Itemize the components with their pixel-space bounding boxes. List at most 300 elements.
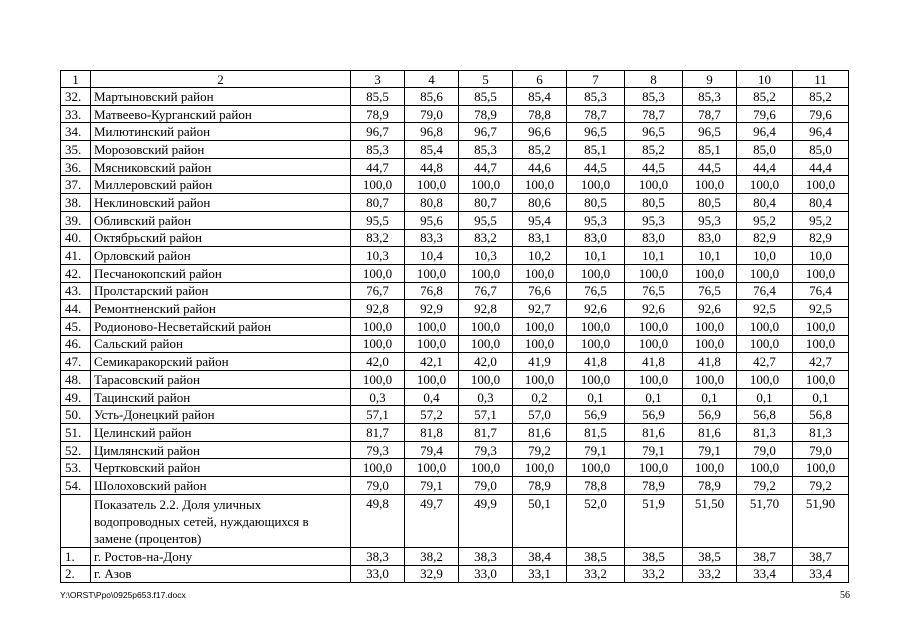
value-cell: 85,3 — [683, 88, 737, 106]
value-cell: 78,9 — [625, 477, 683, 495]
value-cell: 100,0 — [737, 335, 793, 353]
table-row — [61, 459, 849, 477]
value-cell: 49,9 — [459, 494, 513, 547]
value-cell: 41,8 — [567, 353, 625, 371]
row-name: Орловский район — [91, 247, 351, 265]
value-cell: 85,2 — [793, 88, 849, 106]
value-cell: 80,5 — [683, 194, 737, 212]
value-cell: 100,0 — [351, 317, 405, 335]
table-row — [61, 317, 849, 335]
value-cell: 96,7 — [459, 123, 513, 141]
value-cell: 51,70 — [737, 494, 793, 547]
value-cell: 100,0 — [793, 176, 849, 194]
value-cell: 95,5 — [351, 211, 405, 229]
value-cell: 10,3 — [459, 247, 513, 265]
value-cell: 100,0 — [683, 335, 737, 353]
value-cell: 0,1 — [683, 388, 737, 406]
value-cell: 100,0 — [351, 335, 405, 353]
value-cell: 56,9 — [683, 406, 737, 424]
value-cell: 85,1 — [683, 141, 737, 159]
table-row — [61, 388, 849, 406]
value-cell: 80,5 — [567, 194, 625, 212]
value-cell: 57,0 — [513, 406, 567, 424]
value-cell: 57,1 — [351, 406, 405, 424]
value-cell: 44,6 — [513, 158, 567, 176]
value-cell: 80,8 — [405, 194, 459, 212]
table-row — [61, 158, 849, 176]
value-cell: 100,0 — [459, 459, 513, 477]
row-number: 43. — [61, 282, 91, 300]
value-cell: 79,6 — [737, 105, 793, 123]
header-cell: 2 — [91, 71, 351, 88]
value-cell: 100,0 — [625, 335, 683, 353]
value-cell: 100,0 — [405, 176, 459, 194]
data-table — [60, 70, 849, 583]
row-name: Морозовский район — [91, 141, 351, 159]
table-row — [61, 565, 849, 583]
value-cell: 85,3 — [351, 141, 405, 159]
row-number: 52. — [61, 441, 91, 459]
value-cell: 85,4 — [405, 141, 459, 159]
value-cell: 33,1 — [513, 565, 567, 583]
value-cell: 79,0 — [459, 477, 513, 495]
value-cell: 10,1 — [567, 247, 625, 265]
value-cell: 79,4 — [405, 441, 459, 459]
value-cell: 44,5 — [567, 158, 625, 176]
value-cell: 85,0 — [793, 141, 849, 159]
value-cell: 92,9 — [405, 300, 459, 318]
value-cell: 83,0 — [625, 229, 683, 247]
value-cell: 100,0 — [405, 459, 459, 477]
value-cell: 79,3 — [459, 441, 513, 459]
value-cell: 100,0 — [683, 371, 737, 389]
table-row — [61, 424, 849, 442]
row-name: Чертковский район — [91, 459, 351, 477]
value-cell: 83,2 — [351, 229, 405, 247]
value-cell: 76,5 — [683, 282, 737, 300]
value-cell: 81,6 — [683, 424, 737, 442]
row-name: Мартыновский район — [91, 88, 351, 106]
row-number: 32. — [61, 88, 91, 106]
value-cell: 85,1 — [567, 141, 625, 159]
value-cell: 100,0 — [567, 176, 625, 194]
row-name: Сальский район — [91, 335, 351, 353]
table-row — [61, 371, 849, 389]
row-number: 34. — [61, 123, 91, 141]
header-cell: 3 — [351, 71, 405, 88]
value-cell: 100,0 — [513, 371, 567, 389]
row-name: Матвеево-Курганский район — [91, 105, 351, 123]
value-cell: 33,4 — [793, 565, 849, 583]
value-cell: 41,9 — [513, 353, 567, 371]
value-cell: 38,5 — [567, 547, 625, 565]
row-number: 40. — [61, 229, 91, 247]
value-cell: 49,8 — [351, 494, 405, 547]
value-cell: 51,9 — [625, 494, 683, 547]
value-cell: 38,4 — [513, 547, 567, 565]
value-cell: 33,4 — [737, 565, 793, 583]
value-cell: 76,6 — [513, 282, 567, 300]
value-cell: 100,0 — [793, 317, 849, 335]
value-cell: 51,50 — [683, 494, 737, 547]
value-cell: 10,3 — [351, 247, 405, 265]
row-number: 33. — [61, 105, 91, 123]
value-cell: 42,7 — [737, 353, 793, 371]
value-cell: 81,7 — [351, 424, 405, 442]
footer-file-path: Y:\ORST\Ppo\0925p653.f17.docx — [60, 590, 186, 600]
value-cell: 42,7 — [793, 353, 849, 371]
value-cell: 56,8 — [793, 406, 849, 424]
value-cell: 10,1 — [683, 247, 737, 265]
value-cell: 100,0 — [405, 371, 459, 389]
value-cell: 80,6 — [513, 194, 567, 212]
value-cell: 95,4 — [513, 211, 567, 229]
value-cell: 0,1 — [625, 388, 683, 406]
value-cell: 78,9 — [459, 105, 513, 123]
value-cell: 96,5 — [683, 123, 737, 141]
value-cell: 95,3 — [683, 211, 737, 229]
value-cell: 42,0 — [459, 353, 513, 371]
table-row — [61, 406, 849, 424]
value-cell: 100,0 — [737, 264, 793, 282]
value-cell: 100,0 — [351, 371, 405, 389]
value-cell: 50,1 — [513, 494, 567, 547]
value-cell: 0,3 — [351, 388, 405, 406]
value-cell: 83,0 — [567, 229, 625, 247]
value-cell: 85,3 — [459, 141, 513, 159]
row-name: Миллеровский район — [91, 176, 351, 194]
value-cell: 83,3 — [405, 229, 459, 247]
header-cell: 6 — [513, 71, 567, 88]
row-name: Цимлянский район — [91, 441, 351, 459]
table-row — [61, 176, 849, 194]
value-cell: 95,5 — [459, 211, 513, 229]
row-number: 50. — [61, 406, 91, 424]
value-cell: 100,0 — [737, 459, 793, 477]
row-number: 45. — [61, 317, 91, 335]
value-cell: 100,0 — [625, 371, 683, 389]
value-cell: 78,7 — [625, 105, 683, 123]
table-row — [61, 353, 849, 371]
table-row — [61, 194, 849, 212]
header-cell: 10 — [737, 71, 793, 88]
value-cell: 38,2 — [405, 547, 459, 565]
value-cell: 10,2 — [513, 247, 567, 265]
value-cell: 85,3 — [567, 88, 625, 106]
value-cell: 85,3 — [625, 88, 683, 106]
value-cell: 100,0 — [683, 264, 737, 282]
value-cell: 0,2 — [513, 388, 567, 406]
value-cell: 100,0 — [737, 317, 793, 335]
table-row — [61, 105, 849, 123]
value-cell: 76,8 — [405, 282, 459, 300]
value-cell: 100,0 — [793, 371, 849, 389]
value-cell: 81,5 — [567, 424, 625, 442]
value-cell: 41,8 — [683, 353, 737, 371]
row-name: Шолоховский район — [91, 477, 351, 495]
value-cell: 76,4 — [737, 282, 793, 300]
value-cell: 33,0 — [459, 565, 513, 583]
row-number: 1. — [61, 547, 91, 565]
row-number: 48. — [61, 371, 91, 389]
value-cell: 85,5 — [351, 88, 405, 106]
row-number: 53. — [61, 459, 91, 477]
value-cell: 100,0 — [513, 317, 567, 335]
value-cell: 38,5 — [625, 547, 683, 565]
value-cell: 0,1 — [793, 388, 849, 406]
row-number: 2. — [61, 565, 91, 583]
value-cell: 100,0 — [625, 459, 683, 477]
value-cell: 96,5 — [625, 123, 683, 141]
value-cell: 80,5 — [625, 194, 683, 212]
value-cell: 10,0 — [793, 247, 849, 265]
value-cell: 81,7 — [459, 424, 513, 442]
value-cell: 100,0 — [459, 264, 513, 282]
value-cell: 79,2 — [737, 477, 793, 495]
value-cell: 41,8 — [625, 353, 683, 371]
value-cell: 33,2 — [683, 565, 737, 583]
header-cell: 7 — [567, 71, 625, 88]
value-cell: 92,5 — [737, 300, 793, 318]
value-cell: 78,8 — [513, 105, 567, 123]
value-cell: 95,2 — [737, 211, 793, 229]
value-cell: 100,0 — [513, 459, 567, 477]
value-cell: 76,4 — [793, 282, 849, 300]
value-cell: 83,1 — [513, 229, 567, 247]
value-cell: 38,3 — [351, 547, 405, 565]
value-cell: 44,7 — [459, 158, 513, 176]
value-cell: 33,0 — [351, 565, 405, 583]
row-name: Песчанокопский район — [91, 264, 351, 282]
header-cell: 5 — [459, 71, 513, 88]
value-cell: 79,0 — [351, 477, 405, 495]
value-cell: 78,7 — [683, 105, 737, 123]
value-cell: 85,6 — [405, 88, 459, 106]
value-cell: 92,5 — [793, 300, 849, 318]
value-cell: 44,4 — [737, 158, 793, 176]
value-cell: 79,3 — [351, 441, 405, 459]
table-row — [61, 477, 849, 495]
value-cell: 78,9 — [513, 477, 567, 495]
row-name: г. Ростов-на-Дону — [91, 547, 351, 565]
value-cell: 100,0 — [625, 176, 683, 194]
value-cell: 76,7 — [459, 282, 513, 300]
value-cell: 100,0 — [459, 176, 513, 194]
row-number: 54. — [61, 477, 91, 495]
value-cell: 81,6 — [513, 424, 567, 442]
value-cell: 44,7 — [351, 158, 405, 176]
value-cell: 100,0 — [625, 317, 683, 335]
value-cell: 38,3 — [459, 547, 513, 565]
row-number: 42. — [61, 264, 91, 282]
value-cell: 100,0 — [405, 264, 459, 282]
header-cell: 9 — [683, 71, 737, 88]
value-cell: 100,0 — [683, 317, 737, 335]
table-row — [61, 88, 849, 106]
value-cell: 10,4 — [405, 247, 459, 265]
value-cell: 100,0 — [793, 264, 849, 282]
row-number: 41. — [61, 247, 91, 265]
value-cell: 80,4 — [737, 194, 793, 212]
table-row — [61, 335, 849, 353]
value-cell: 44,4 — [793, 158, 849, 176]
row-name: Пролстарский район — [91, 282, 351, 300]
value-cell: 100,0 — [351, 264, 405, 282]
header-cell: 11 — [793, 71, 849, 88]
value-cell: 100,0 — [793, 335, 849, 353]
row-number: 37. — [61, 176, 91, 194]
value-cell: 100,0 — [567, 371, 625, 389]
row-name: Усть-Донецкий район — [91, 406, 351, 424]
value-cell: 38,7 — [793, 547, 849, 565]
value-cell: 80,4 — [793, 194, 849, 212]
row-number: 38. — [61, 194, 91, 212]
value-cell: 33,2 — [625, 565, 683, 583]
value-cell: 92,8 — [459, 300, 513, 318]
value-cell: 76,5 — [625, 282, 683, 300]
value-cell: 100,0 — [351, 176, 405, 194]
value-cell: 82,9 — [793, 229, 849, 247]
row-number: 36. — [61, 158, 91, 176]
value-cell: 92,6 — [625, 300, 683, 318]
value-cell: 95,6 — [405, 211, 459, 229]
value-cell: 85,2 — [513, 141, 567, 159]
row-name: г. Азов — [91, 565, 351, 583]
value-cell: 79,1 — [567, 441, 625, 459]
value-cell: 100,0 — [513, 264, 567, 282]
row-number: 49. — [61, 388, 91, 406]
row-name: Обливский район — [91, 211, 351, 229]
row-number: 39. — [61, 211, 91, 229]
value-cell: 10,1 — [625, 247, 683, 265]
value-cell: 78,9 — [351, 105, 405, 123]
table-body — [61, 71, 849, 583]
row-name: Октябрьский район — [91, 229, 351, 247]
value-cell: 38,5 — [683, 547, 737, 565]
value-cell: 80,7 — [351, 194, 405, 212]
row-name: Тацинский район — [91, 388, 351, 406]
value-cell: 85,2 — [737, 88, 793, 106]
row-number: 35. — [61, 141, 91, 159]
value-cell: 100,0 — [625, 264, 683, 282]
table-row — [61, 123, 849, 141]
value-cell: 0,1 — [567, 388, 625, 406]
value-cell: 79,2 — [793, 477, 849, 495]
value-cell: 100,0 — [737, 371, 793, 389]
value-cell: 52,0 — [567, 494, 625, 547]
value-cell: 95,3 — [625, 211, 683, 229]
value-cell: 92,7 — [513, 300, 567, 318]
value-cell: 79,2 — [513, 441, 567, 459]
value-cell: 57,2 — [405, 406, 459, 424]
table-header-row — [61, 71, 849, 88]
value-cell: 85,4 — [513, 88, 567, 106]
row-number: 51. — [61, 424, 91, 442]
row-name: Родионово-Несветайский район — [91, 317, 351, 335]
value-cell: 96,6 — [513, 123, 567, 141]
page-number: 56 — [840, 590, 850, 601]
value-cell: 44,5 — [683, 158, 737, 176]
value-cell: 78,9 — [683, 477, 737, 495]
table-row — [61, 141, 849, 159]
row-name: Показатель 2.2. Доля уличных водопроводных сетей, нуждающихся в замене (процентов) — [91, 494, 351, 547]
value-cell: 100,0 — [567, 335, 625, 353]
table-row — [61, 494, 849, 547]
row-number: 47. — [61, 353, 91, 371]
value-cell: 44,5 — [625, 158, 683, 176]
value-cell: 81,6 — [625, 424, 683, 442]
value-cell: 95,2 — [793, 211, 849, 229]
value-cell: 42,0 — [351, 353, 405, 371]
value-cell: 100,0 — [683, 459, 737, 477]
value-cell: 44,8 — [405, 158, 459, 176]
value-cell: 51,90 — [793, 494, 849, 547]
table-row — [61, 300, 849, 318]
value-cell: 56,9 — [567, 406, 625, 424]
row-number: 46. — [61, 335, 91, 353]
value-cell: 100,0 — [567, 317, 625, 335]
value-cell: 83,2 — [459, 229, 513, 247]
row-name: Ремонтненский район — [91, 300, 351, 318]
value-cell: 100,0 — [459, 335, 513, 353]
table-row — [61, 547, 849, 565]
value-cell: 81,3 — [793, 424, 849, 442]
value-cell: 79,0 — [737, 441, 793, 459]
value-cell: 100,0 — [567, 459, 625, 477]
value-cell: 100,0 — [737, 176, 793, 194]
value-cell: 100,0 — [351, 459, 405, 477]
value-cell: 100,0 — [567, 264, 625, 282]
value-cell: 96,4 — [793, 123, 849, 141]
value-cell: 78,8 — [567, 477, 625, 495]
table-row — [61, 282, 849, 300]
value-cell: 82,9 — [737, 229, 793, 247]
value-cell: 95,3 — [567, 211, 625, 229]
value-cell: 79,1 — [405, 477, 459, 495]
row-name: Милютинский район — [91, 123, 351, 141]
value-cell: 76,7 — [351, 282, 405, 300]
header-cell: 4 — [405, 71, 459, 88]
row-number: 44. — [61, 300, 91, 318]
value-cell: 92,6 — [683, 300, 737, 318]
value-cell: 80,7 — [459, 194, 513, 212]
value-cell: 96,7 — [351, 123, 405, 141]
value-cell: 42,1 — [405, 353, 459, 371]
value-cell: 100,0 — [405, 335, 459, 353]
value-cell: 76,5 — [567, 282, 625, 300]
row-name: Мясниковский район — [91, 158, 351, 176]
value-cell: 79,0 — [793, 441, 849, 459]
header-cell: 8 — [625, 71, 683, 88]
value-cell: 79,1 — [625, 441, 683, 459]
value-cell: 100,0 — [793, 459, 849, 477]
value-cell: 32,9 — [405, 565, 459, 583]
value-cell: 96,8 — [405, 123, 459, 141]
table-row — [61, 441, 849, 459]
value-cell: 100,0 — [405, 317, 459, 335]
value-cell: 81,3 — [737, 424, 793, 442]
value-cell: 33,2 — [567, 565, 625, 583]
row-name: Целинский район — [91, 424, 351, 442]
row-name: Семикаракорский район — [91, 353, 351, 371]
value-cell: 49,7 — [405, 494, 459, 547]
value-cell: 100,0 — [513, 176, 567, 194]
value-cell: 92,6 — [567, 300, 625, 318]
value-cell: 56,9 — [625, 406, 683, 424]
value-cell: 10,0 — [737, 247, 793, 265]
value-cell: 56,8 — [737, 406, 793, 424]
value-cell: 81,8 — [405, 424, 459, 442]
